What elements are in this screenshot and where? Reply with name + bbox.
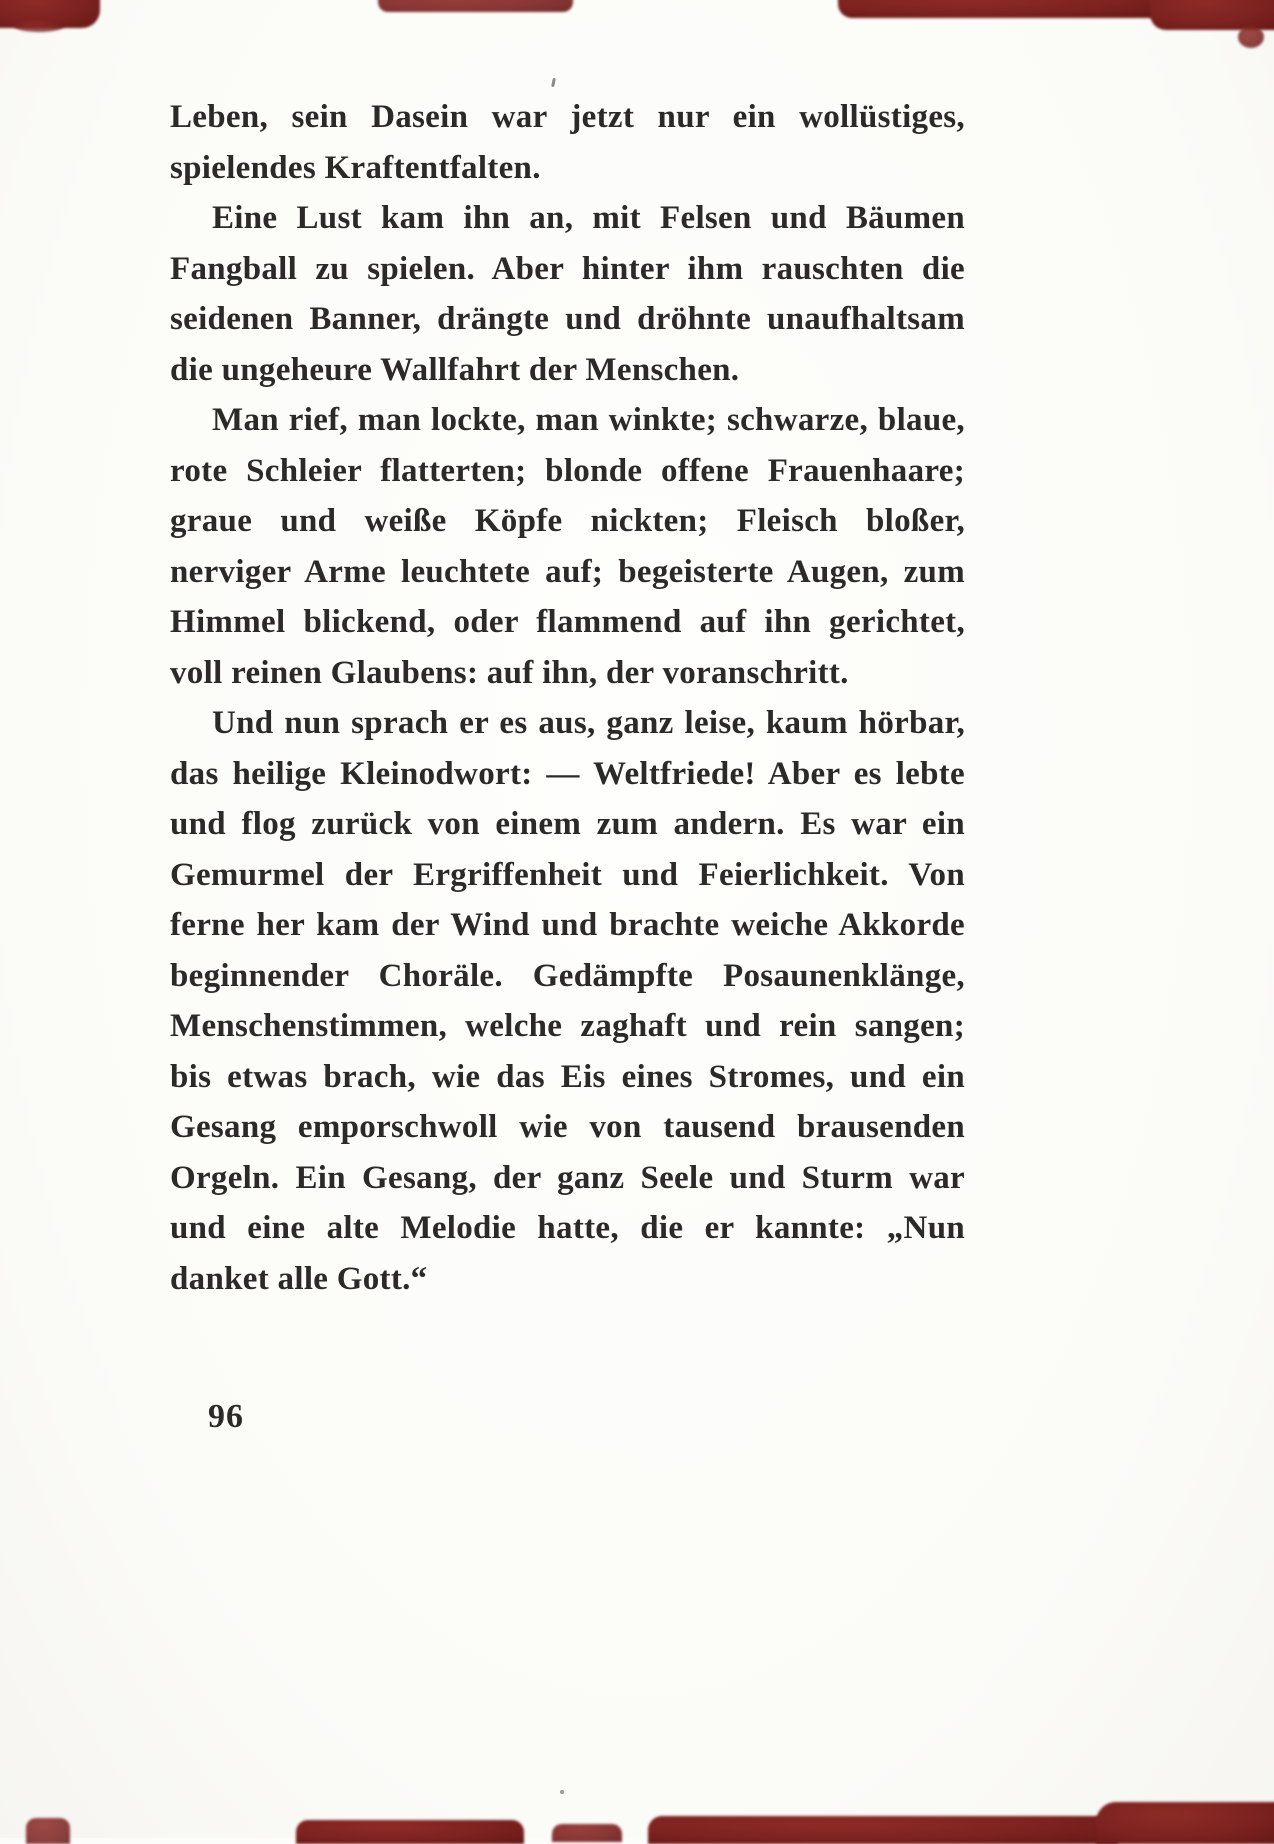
scan-edge-bottom-left	[26, 1818, 70, 1844]
stray-ink-mark	[551, 78, 556, 87]
paragraph: Man rief, man lockte, man winkte; schwarze, blaue, rote Schleier flatterten; blonde offene Frauenhaare; graue und weiße Köpfe nickten; Fleisch bloßer, nerviger Arme leuchtete auf; begeisterte Augen, zum Himmel blickend, oder flammend auf ihn gerichtet, voll reinen Glaubens: auf ihn, der voranschritt.	[170, 402, 965, 691]
scan-edge-bottom-mid-2	[552, 1824, 622, 1842]
scan-edge-bottom-wide	[648, 1816, 1118, 1844]
stray-ink-dot	[560, 1790, 564, 1794]
paragraph: Leben, sein Dasein war jetzt nur ein wollüstiges, spielendes Kraftentfalten.	[170, 99, 965, 186]
paragraph: Und nun sprach er es aus, ganz leise, kaum hörbar, das heilige Kleinodwort: — Weltfriede! Aber es lebte und flog zurück von einem zum andern. Es war ein Gemurmel der Ergriffenheit und Feierlichkeit. Von ferne her kam der Wind und brachte weiche Akkorde beginnender Choräle. Gedämpfte Posaunenklänge, Menschenstimmen, welche zaghaft und rein sangen; bis etwas brach, wie das Eis eines Stromes, und ein Gesang emporschwoll wie von tausend brausenden Orgeln. Ein Gesang, der ganz Seele und Sturm war und eine alte Melodie hatte, die er kannte: „Nun danket alle Gott.“	[170, 705, 965, 1297]
scan-edge-bottom-mid-1	[296, 1820, 524, 1844]
scan-edge-top-left-2	[14, 20, 64, 32]
scan-edge-top-middle	[378, 0, 573, 12]
scan-edge-top-right	[838, 0, 1168, 18]
page-number: 96	[208, 1398, 244, 1435]
scan-edge-top-nick	[1238, 26, 1264, 48]
paragraph: Eine Lust kam ihn an, mit Felsen und Bäumen Fangball zu spielen. Aber hinter ihm rauschten die seidenen Banner, drängte und dröhnte unaufhaltsam die ungeheure Wallfahrt der Menschen.	[170, 200, 965, 388]
text-block	[170, 92, 965, 1304]
scan-edge-top-corner	[1150, 0, 1274, 30]
